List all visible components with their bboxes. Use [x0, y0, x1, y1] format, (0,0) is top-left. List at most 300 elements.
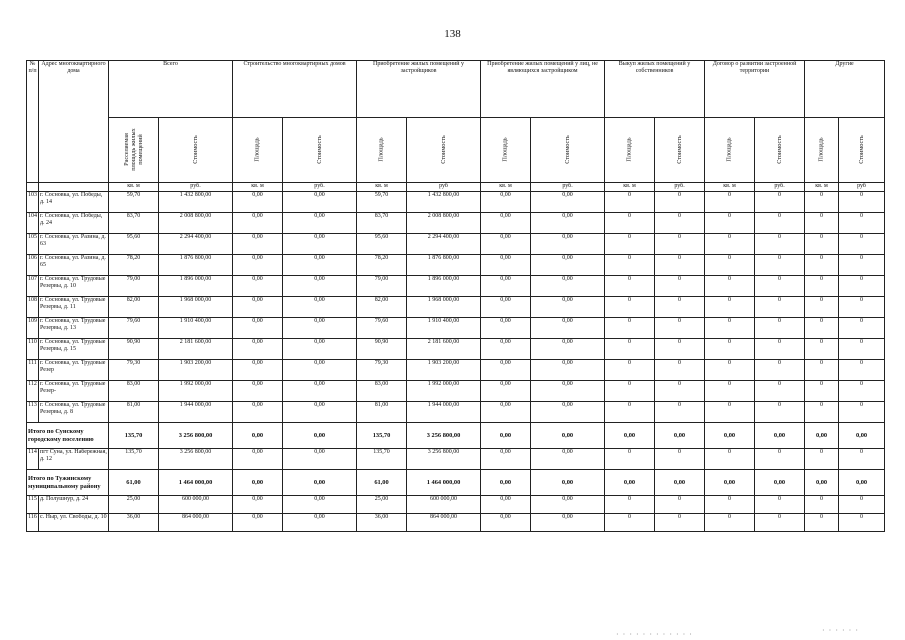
cell-c1: 0,00	[233, 496, 283, 514]
table-row	[27, 234, 885, 255]
cell-c12: 0	[839, 402, 885, 423]
cell-c3: 36,00	[357, 514, 407, 532]
cell-c5: 0,00	[481, 255, 531, 276]
cell-c7: 0	[605, 514, 655, 532]
subtotal-label: Итого по Сунскому городскому поселению	[27, 423, 109, 449]
cell-c5: 0,00	[481, 339, 531, 360]
table-row	[27, 360, 885, 381]
cell-c6: 0,00	[531, 402, 605, 423]
row-number: 110	[27, 339, 39, 360]
row-address: с. Ныр, ул. Свободы, д. 10	[39, 514, 109, 532]
cell-c3: 95,60	[357, 234, 407, 255]
cell-c10: 0	[755, 297, 805, 318]
cell-c4: 2 181 600,00	[407, 339, 481, 360]
cell-c8: 0	[655, 234, 705, 255]
cell-c8: 0,00	[655, 470, 705, 496]
cell-total-cost: 2 181 600,00	[159, 339, 233, 360]
cell-c1: 0,00	[233, 423, 283, 449]
table-row	[27, 496, 885, 514]
cell-c6: 0,00	[531, 470, 605, 496]
cell-total-area: 95,60	[109, 234, 159, 255]
unit-sqm: кв. м	[481, 183, 531, 192]
cell-total-area: 135,70	[109, 423, 159, 449]
subheader-area: Площадь	[253, 136, 261, 162]
cell-c1: 0,00	[233, 318, 283, 339]
header-total: Всего	[109, 61, 233, 118]
cell-c8: 0	[655, 339, 705, 360]
unit-rub: руб	[407, 183, 481, 192]
cell-c8: 0	[655, 255, 705, 276]
cell-c12: 0	[839, 514, 885, 532]
unit-rub: руб.	[755, 183, 805, 192]
cell-c10: 0	[755, 234, 805, 255]
cell-c12: 0	[839, 276, 885, 297]
cell-c10: 0	[755, 255, 805, 276]
unit-rub: руб.	[283, 183, 357, 192]
row-address: г. Сосновка, ул. Разина, д. 63	[39, 234, 109, 255]
table-row	[27, 402, 885, 423]
cell-c4: 3 256 800,00	[407, 423, 481, 449]
cell-c12: 0	[839, 496, 885, 514]
table-row	[27, 514, 885, 532]
cell-c7: 0	[605, 234, 655, 255]
cell-c1: 0,00	[233, 381, 283, 402]
cell-c11: 0	[805, 381, 839, 402]
cell-c3: 90,90	[357, 339, 407, 360]
cell-c12: 0	[839, 339, 885, 360]
cell-c8: 0	[655, 449, 705, 470]
cell-c9: 0	[705, 297, 755, 318]
cell-c12: 0	[839, 213, 885, 234]
cell-c11: 0	[805, 514, 839, 532]
table-row	[27, 297, 885, 318]
subheader-resettled-area: Расселяемая площадь жилых помещений	[109, 118, 159, 183]
cell-c12: 0	[839, 360, 885, 381]
header-num: № п/п	[27, 61, 39, 183]
row-address: г. Сосновка, ул. Трудовые Резер-	[39, 381, 109, 402]
cell-c8: 0,00	[655, 423, 705, 449]
cell-c12: 0	[839, 192, 885, 213]
cell-total-cost: 2 294 400,00	[159, 234, 233, 255]
cell-total-cost: 1 910 400,00	[159, 318, 233, 339]
cell-c9: 0	[705, 234, 755, 255]
unit-sqm: кв. м	[357, 183, 407, 192]
cell-c9: 0	[705, 339, 755, 360]
cell-c4: 600 000,00	[407, 496, 481, 514]
cell-c2: 0,00	[283, 360, 357, 381]
cell-c1: 0,00	[233, 192, 283, 213]
cell-c1: 0,00	[233, 449, 283, 470]
cell-c8: 0	[655, 318, 705, 339]
cell-total-area: 90,90	[109, 339, 159, 360]
cell-c2: 0,00	[283, 318, 357, 339]
cell-c11: 0	[805, 496, 839, 514]
cell-c8: 0	[655, 276, 705, 297]
cell-c5: 0,00	[481, 423, 531, 449]
header-purchase-developers: Приобретение жилых помещений у застройщиков	[357, 61, 481, 118]
cell-c4: 1 876 800,00	[407, 255, 481, 276]
header-other: Другие	[805, 61, 885, 118]
table-row	[27, 213, 885, 234]
cell-c9: 0,00	[705, 470, 755, 496]
cell-c11: 0	[805, 234, 839, 255]
unit-sqm: кв. м	[109, 183, 159, 192]
table-row	[27, 339, 885, 360]
cell-total-cost: 864 000,00	[159, 514, 233, 532]
cell-c3: 82,00	[357, 297, 407, 318]
subheader-area: Площадь	[726, 136, 734, 162]
row-address: г. Сосновка, ул. Победы, д. 14	[39, 192, 109, 213]
cell-c6: 0,00	[531, 514, 605, 532]
cell-c9: 0	[705, 381, 755, 402]
cell-c11: 0,00	[805, 423, 839, 449]
cell-c10: 0	[755, 381, 805, 402]
cell-c11: 0	[805, 213, 839, 234]
cell-total-area: 79,30	[109, 360, 159, 381]
cell-c9: 0	[705, 213, 755, 234]
cell-c9: 0	[705, 192, 755, 213]
cell-c10: 0	[755, 514, 805, 532]
units-row	[27, 183, 885, 192]
cell-c12: 0	[839, 381, 885, 402]
cell-c10: 0	[755, 192, 805, 213]
cell-c5: 0,00	[481, 297, 531, 318]
cell-c10: 0	[755, 213, 805, 234]
cell-c8: 0	[655, 514, 705, 532]
cell-c7: 0	[605, 213, 655, 234]
cell-c3: 135,70	[357, 449, 407, 470]
cell-c12: 0	[839, 318, 885, 339]
cell-total-area: 135,70	[109, 449, 159, 470]
row-address: пгт Суна, ул. Набережная, д. 12	[39, 449, 109, 470]
cell-c11: 0	[805, 402, 839, 423]
cell-c7: 0	[605, 381, 655, 402]
cell-c11: 0	[805, 360, 839, 381]
cell-c6: 0,00	[531, 496, 605, 514]
cell-c1: 0,00	[233, 514, 283, 532]
cell-total-area: 61,00	[109, 470, 159, 496]
cell-c7: 0	[605, 318, 655, 339]
cell-c8: 0	[655, 496, 705, 514]
cell-c12: 0	[839, 255, 885, 276]
cell-c6: 0,00	[531, 276, 605, 297]
cell-c12: 0	[839, 449, 885, 470]
cell-c2: 0,00	[283, 381, 357, 402]
cell-c7: 0	[605, 297, 655, 318]
cell-c5: 0,00	[481, 402, 531, 423]
subtotal-label: Итого по Тужинскому муниципальному району	[27, 470, 109, 496]
cell-total-cost: 1 896 000,00	[159, 276, 233, 297]
row-number: 113	[27, 402, 39, 423]
row-number: 106	[27, 255, 39, 276]
cell-c6: 0,00	[531, 213, 605, 234]
cell-c1: 0,00	[233, 297, 283, 318]
row-address: д. Полушнур, д. 24	[39, 496, 109, 514]
cell-c1: 0,00	[233, 255, 283, 276]
cell-total-area: 81,00	[109, 402, 159, 423]
cell-c6: 0,00	[531, 192, 605, 213]
cell-c8: 0	[655, 402, 705, 423]
cell-total-area: 82,00	[109, 297, 159, 318]
cell-c1: 0,00	[233, 276, 283, 297]
row-number: 108	[27, 297, 39, 318]
subtotal-row	[27, 423, 885, 449]
cell-c1: 0,00	[233, 360, 283, 381]
cell-c2: 0,00	[283, 213, 357, 234]
cell-c5: 0,00	[481, 381, 531, 402]
cell-c2: 0,00	[283, 192, 357, 213]
subheader-cost: Стоимость	[858, 134, 866, 164]
cell-c9: 0	[705, 276, 755, 297]
cell-c9: 0	[705, 496, 755, 514]
subheader-cost: Стоимость	[440, 134, 448, 164]
cell-c2: 0,00	[283, 470, 357, 496]
cell-c9: 0	[705, 255, 755, 276]
row-address: г. Сосновка, ул. Трудовые Резервы, д. 11	[39, 297, 109, 318]
cell-c5: 0,00	[481, 192, 531, 213]
cell-c1: 0,00	[233, 470, 283, 496]
cell-c11: 0	[805, 192, 839, 213]
cell-c6: 0,00	[531, 423, 605, 449]
cell-c4: 864 000,00	[407, 514, 481, 532]
page-number: 138	[444, 28, 461, 40]
cell-c3: 79,30	[357, 360, 407, 381]
table-row	[27, 255, 885, 276]
cell-total-cost: 2 008 800,00	[159, 213, 233, 234]
cell-c12: 0	[839, 297, 885, 318]
cell-c5: 0,00	[481, 360, 531, 381]
cell-c4: 1 910 400,00	[407, 318, 481, 339]
cell-c3: 59,70	[357, 192, 407, 213]
cell-total-cost: 1 876 800,00	[159, 255, 233, 276]
cell-c2: 0,00	[283, 496, 357, 514]
unit-sqm: кв. м	[605, 183, 655, 192]
subheader-area: Площадь	[378, 136, 386, 162]
cell-total-area: 79,60	[109, 318, 159, 339]
cell-c3: 83,00	[357, 381, 407, 402]
header-purchase-non-developers: Приобретение жилых помещений у лиц, не являющихся застройщиком	[481, 61, 605, 118]
cell-c7: 0	[605, 496, 655, 514]
cell-c4: 2 294 400,00	[407, 234, 481, 255]
cell-c3: 79,60	[357, 318, 407, 339]
table-row	[27, 318, 885, 339]
cell-c7: 0	[605, 402, 655, 423]
cell-c3: 81,00	[357, 402, 407, 423]
header-address: Адрес многоквартирного дома	[39, 61, 109, 183]
row-address: г. Сосновка, ул. Трудовые Резер	[39, 360, 109, 381]
cell-c5: 0,00	[481, 213, 531, 234]
cell-c9: 0	[705, 318, 755, 339]
cell-c4: 1 944 000,00	[407, 402, 481, 423]
cell-c11: 0	[805, 276, 839, 297]
header-development: Договор о развитии застроенной территории	[705, 61, 805, 118]
subheader-cost: Стоимость	[316, 134, 324, 164]
cell-c12: 0,00	[839, 470, 885, 496]
cell-c9: 0	[705, 514, 755, 532]
header-construction: Строительство многоквартирных домов	[233, 61, 357, 118]
cell-c9: 0	[705, 360, 755, 381]
cell-c11: 0,00	[805, 470, 839, 496]
cell-c10: 0	[755, 276, 805, 297]
subheader-area: Площадь	[502, 136, 510, 162]
cell-c8: 0	[655, 297, 705, 318]
cell-c6: 0,00	[531, 318, 605, 339]
row-number: 112	[27, 381, 39, 402]
unit-rub: руб.	[655, 183, 705, 192]
row-address: г. Сосновка, ул. Трудовые Резервы, д. 13	[39, 318, 109, 339]
cell-c6: 0,00	[531, 339, 605, 360]
cell-c7: 0	[605, 449, 655, 470]
cell-c7: 0	[605, 255, 655, 276]
cell-c2: 0,00	[283, 255, 357, 276]
row-number: 103	[27, 192, 39, 213]
row-number: 107	[27, 276, 39, 297]
cell-c2: 0,00	[283, 339, 357, 360]
cell-c7: 0	[605, 339, 655, 360]
row-address: г. Сосновка, ул. Разина, д. 65	[39, 255, 109, 276]
cell-c5: 0,00	[481, 514, 531, 532]
cell-c5: 0,00	[481, 318, 531, 339]
cell-c10: 0	[755, 402, 805, 423]
row-address: г. Сосновка, ул. Трудовые Резервы, д. 8	[39, 402, 109, 423]
row-number: 109	[27, 318, 39, 339]
table-row	[27, 276, 885, 297]
unit-sqm: кв. м	[705, 183, 755, 192]
cell-total-cost: 1 944 000,00	[159, 402, 233, 423]
subheader-cost: Стоимость	[564, 134, 572, 164]
cell-c3: 61,00	[357, 470, 407, 496]
cell-c4: 3 256 800,00	[407, 449, 481, 470]
cell-total-area: 78,20	[109, 255, 159, 276]
cell-c1: 0,00	[233, 339, 283, 360]
cell-c2: 0,00	[283, 402, 357, 423]
row-address: г. Сосновка, ул. Трудовые Резервы, д. 15	[39, 339, 109, 360]
cell-c1: 0,00	[233, 213, 283, 234]
subheader-cost: Стоимость	[191, 134, 199, 164]
cell-c3: 83,70	[357, 213, 407, 234]
cell-c8: 0	[655, 192, 705, 213]
cell-c12: 0	[839, 234, 885, 255]
cell-total-cost: 3 256 800,00	[159, 423, 233, 449]
resettlement-table	[26, 60, 885, 532]
cell-c3: 79,00	[357, 276, 407, 297]
cell-c2: 0,00	[283, 297, 357, 318]
cell-c8: 0	[655, 360, 705, 381]
subheader-area: Площадь	[626, 136, 634, 162]
cell-c11: 0	[805, 339, 839, 360]
cell-total-area: 79,00	[109, 276, 159, 297]
table-row	[27, 449, 885, 470]
header-row	[27, 61, 885, 118]
cell-c2: 0,00	[283, 423, 357, 449]
cell-c2: 0,00	[283, 276, 357, 297]
cell-c1: 0,00	[233, 402, 283, 423]
cell-c4: 1 432 800,00	[407, 192, 481, 213]
cell-total-cost: 3 256 800,00	[159, 449, 233, 470]
cell-c4: 1 464 000,00	[407, 470, 481, 496]
cell-c4: 2 008 800,00	[407, 213, 481, 234]
cell-c9: 0	[705, 402, 755, 423]
unit-rub: руб.	[531, 183, 605, 192]
cell-total-cost: 1 903 200,00	[159, 360, 233, 381]
cell-c6: 0,00	[531, 360, 605, 381]
row-address: г. Сосновка, ул. Победы, д. 24	[39, 213, 109, 234]
subtotal-row	[27, 470, 885, 496]
cell-total-cost: 1 432 800,00	[159, 192, 233, 213]
cell-c10: 0,00	[755, 470, 805, 496]
subheader-row	[27, 118, 885, 183]
cell-c2: 0,00	[283, 449, 357, 470]
cell-c11: 0	[805, 297, 839, 318]
cell-c7: 0,00	[605, 470, 655, 496]
cell-c5: 0,00	[481, 496, 531, 514]
subheader-cost: Стоимость	[776, 134, 784, 164]
row-number: 114	[27, 449, 39, 470]
subheader-cost: Стоимость	[676, 134, 684, 164]
table-row	[27, 381, 885, 402]
cell-c7: 0	[605, 192, 655, 213]
cell-c4: 1 968 000,00	[407, 297, 481, 318]
cell-total-cost: 600 000,00	[159, 496, 233, 514]
row-number: 105	[27, 234, 39, 255]
cell-total-area: 83,70	[109, 213, 159, 234]
cell-c6: 0,00	[531, 234, 605, 255]
cell-c2: 0,00	[283, 514, 357, 532]
cell-c2: 0,00	[283, 234, 357, 255]
unit-rub: руб	[839, 183, 885, 192]
cell-c3: 25,00	[357, 496, 407, 514]
row-number: 104	[27, 213, 39, 234]
cell-c5: 0,00	[481, 276, 531, 297]
cell-total-cost: 1 992 000,00	[159, 381, 233, 402]
cell-total-area: 59,70	[109, 192, 159, 213]
unit-sqm: кв. м	[805, 183, 839, 192]
unit-sqm: кв. м	[233, 183, 283, 192]
row-number: 111	[27, 360, 39, 381]
scan-artifact: · · · · · ·	[822, 626, 859, 635]
cell-c10: 0	[755, 360, 805, 381]
cell-c10: 0	[755, 496, 805, 514]
cell-c5: 0,00	[481, 449, 531, 470]
cell-c3: 135,70	[357, 423, 407, 449]
cell-c8: 0	[655, 381, 705, 402]
cell-c9: 0	[705, 449, 755, 470]
row-number: 115	[27, 496, 39, 514]
cell-c10: 0	[755, 449, 805, 470]
cell-c11: 0	[805, 318, 839, 339]
cell-c6: 0,00	[531, 449, 605, 470]
cell-c4: 1 992 000,00	[407, 381, 481, 402]
cell-c7: 0,00	[605, 423, 655, 449]
cell-c10: 0,00	[755, 423, 805, 449]
header-buyout: Выкуп жилых помещений у собственников	[605, 61, 705, 118]
cell-c6: 0,00	[531, 381, 605, 402]
cell-c11: 0	[805, 255, 839, 276]
cell-total-area: 25,00	[109, 496, 159, 514]
cell-c4: 1 896 000,00	[407, 276, 481, 297]
cell-c1: 0,00	[233, 234, 283, 255]
subheader-area: Площадь	[818, 136, 826, 162]
cell-c5: 0,00	[481, 470, 531, 496]
scan-artifact: · · · · · · · · · · · ·	[616, 630, 693, 639]
cell-c6: 0,00	[531, 297, 605, 318]
row-number: 116	[27, 514, 39, 532]
cell-c7: 0	[605, 360, 655, 381]
cell-c4: 1 903 200,00	[407, 360, 481, 381]
cell-c6: 0,00	[531, 255, 605, 276]
cell-c8: 0	[655, 213, 705, 234]
cell-total-area: 83,00	[109, 381, 159, 402]
